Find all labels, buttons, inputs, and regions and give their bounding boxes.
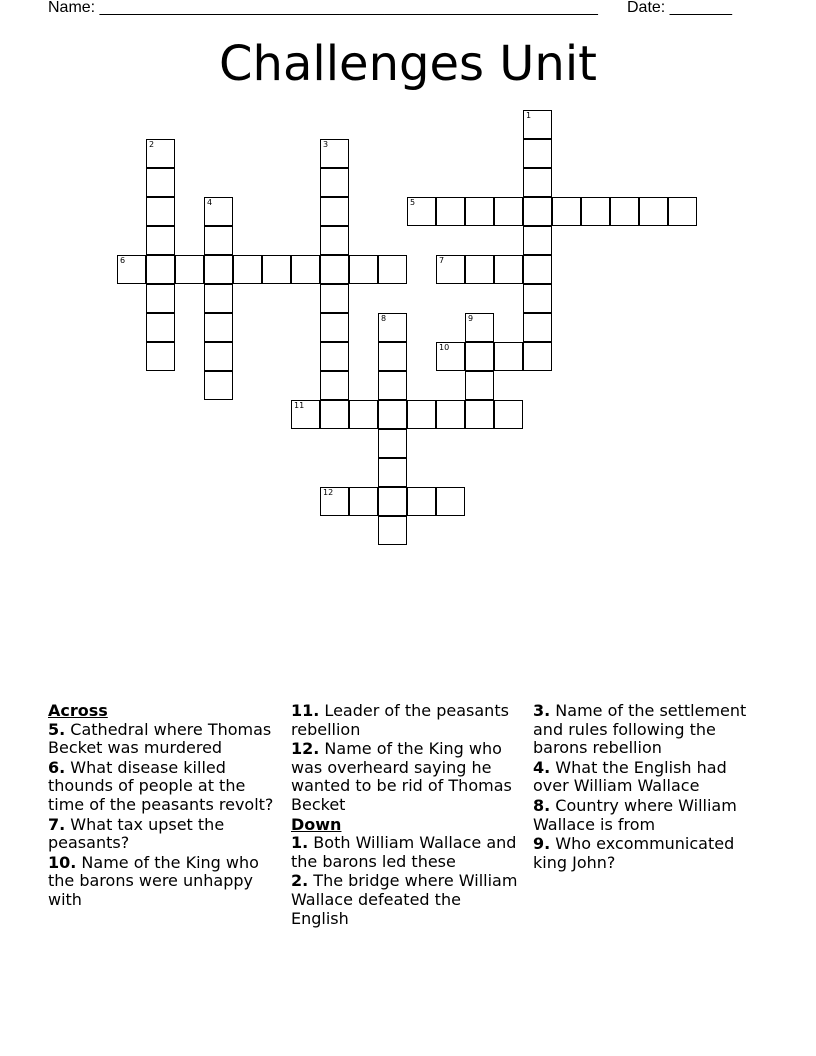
crossword-cell[interactable] [523,313,552,342]
crossword-cell[interactable] [204,226,233,255]
clue-item [291,834,521,871]
clue-number: 3 [323,140,329,149]
clue-item [48,816,278,853]
clue-item-text: Who excommunicated king John? [533,834,735,872]
crossword-cell[interactable] [146,342,175,371]
clue-number: 10 [439,343,450,352]
crossword-cell[interactable] [204,255,233,284]
crossword-cell[interactable] [436,400,465,429]
crossword-cell[interactable] [204,197,233,226]
across-clue-list [48,721,278,910]
clue-item [48,721,278,758]
crossword-cell[interactable] [436,487,465,516]
crossword-cell[interactable] [378,313,407,342]
crossword-cell[interactable] [378,458,407,487]
crossword-cell[interactable] [320,342,349,371]
crossword-cell[interactable] [320,400,349,429]
clue-item-text: Both William Wallace and the barons led these [291,833,517,871]
crossword-cell[interactable] [233,255,262,284]
crossword-cell[interactable] [320,284,349,313]
clue-item-number: 1. [291,833,309,853]
crossword-cell[interactable] [378,400,407,429]
clue-number: 7 [439,256,445,265]
clue-item-text: Name of the King who was overheard saying he wanted to be rid of Thomas Becket [291,739,512,814]
clue-item-number: 2. [291,871,309,891]
crossword-cell[interactable] [349,400,378,429]
across-heading: Across [48,701,108,720]
crossword-cell[interactable] [465,255,494,284]
clue-item-number: 3. [533,701,551,720]
crossword-cell[interactable] [175,255,204,284]
crossword-cell[interactable] [117,255,146,284]
clue-item [48,759,278,815]
clue-item [533,702,758,758]
crossword-cell[interactable] [204,371,233,400]
clue-item [533,835,758,872]
crossword-cell[interactable] [378,371,407,400]
crossword-cell[interactable] [407,197,436,226]
across-clue-list-continued [291,702,521,815]
clue-item-number: 9. [533,834,551,854]
clue-item-number: 11. [291,701,320,720]
crossword-cell[interactable] [204,342,233,371]
crossword-cell[interactable] [523,284,552,313]
crossword-cell[interactable] [465,400,494,429]
down-clue-list-continued [533,702,758,872]
crossword-cell[interactable] [291,255,320,284]
date-field-label: Date: _______ [627,0,732,16]
crossword-cell[interactable] [639,197,668,226]
crossword-cell[interactable] [494,255,523,284]
crossword-cell[interactable] [320,313,349,342]
clue-item-number: 7. [48,814,66,834]
crossword-cell[interactable] [320,226,349,255]
crossword-cell[interactable] [378,342,407,371]
crossword-cell[interactable] [494,400,523,429]
crossword-cell[interactable] [146,284,175,313]
crossword-cell[interactable] [523,197,552,226]
clue-number: 2 [149,140,155,149]
clue-item-number: 10. [48,852,77,872]
clue-number: 12 [323,488,334,497]
crossword-cell[interactable] [378,487,407,516]
name-field-label: Name: ________________________________________________________ [48,0,598,16]
clue-number: 1 [526,111,532,120]
crossword-cell[interactable] [146,197,175,226]
crossword-cell[interactable] [320,197,349,226]
crossword-cell[interactable] [146,255,175,284]
crossword-cell[interactable] [494,342,523,371]
crossword-cell[interactable] [320,487,349,516]
clue-item-number: 5. [48,719,66,739]
crossword-cell[interactable] [523,139,552,168]
clue-number: 5 [410,198,416,207]
clue-number: 11 [294,401,305,410]
clue-item-text: Country where William Wallace is from [533,795,737,834]
clue-item-number: 4. [533,757,551,777]
down-clue-list [291,834,521,928]
clue-item-number: 8. [533,795,551,815]
clue-item-text: The bridge where William Wallace defeated the English [291,871,518,928]
clue-item-text: Name of the King who the barons were unhappy with [48,852,259,909]
crossword-cell[interactable] [552,197,581,226]
crossword-cell[interactable] [204,313,233,342]
down-heading: Down [291,814,342,834]
clue-number: 8 [381,314,387,323]
crossword-cell[interactable] [407,487,436,516]
clue-item [291,872,521,928]
clue-number: 4 [207,198,213,207]
crossword-cell[interactable] [378,516,407,545]
crossword-cell[interactable] [668,197,697,226]
crossword-cell[interactable] [320,139,349,168]
crossword-cell[interactable] [146,226,175,255]
clue-item [291,702,521,739]
crossword-cell[interactable] [146,313,175,342]
clue-number: 6 [120,256,126,265]
crossword-cell[interactable] [146,168,175,197]
crossword-cell[interactable] [262,255,291,284]
crossword-cell[interactable] [523,255,552,284]
clue-item-text: Name of the settlement and rules following the barons rebellion [533,701,747,758]
crossword-cell[interactable] [465,342,494,371]
crossword-cell[interactable] [378,429,407,458]
clue-item-number: 6. [48,757,66,777]
clues-column-2 [291,702,521,929]
crossword-cell[interactable] [349,255,378,284]
clue-item [291,740,521,814]
clue-item [533,759,758,796]
crossword-cell[interactable] [523,110,552,139]
clue-item-text: What tax upset the peasants? [48,814,225,853]
crossword-cell[interactable] [465,197,494,226]
crossword-cell[interactable] [465,313,494,342]
crossword-cell[interactable] [494,197,523,226]
crossword-cell[interactable] [320,371,349,400]
crossword-cell[interactable] [523,342,552,371]
clue-item [48,854,278,910]
crossword-cell[interactable] [436,342,465,371]
clue-item-number: 12. [291,739,320,759]
clue-item-text: Cathedral where Thomas Becket was murdered [48,719,272,758]
clues-column-3 [533,702,758,873]
crossword-cell[interactable] [204,284,233,313]
crossword-cell[interactable] [378,255,407,284]
clues-column-1 [48,702,278,911]
crossword-cell[interactable] [581,197,610,226]
crossword-cell[interactable] [436,197,465,226]
crossword-cell[interactable] [320,168,349,197]
crossword-cell[interactable] [407,400,436,429]
crossword-cell[interactable] [146,139,175,168]
crossword-cell[interactable] [523,168,552,197]
crossword-cell[interactable] [610,197,639,226]
clue-number: 9 [468,314,474,323]
clue-item-text: What the English had over William Wallace [533,757,727,796]
crossword-cell[interactable] [349,487,378,516]
clue-item-text: Leader of the peasants rebellion [291,701,509,739]
crossword-cell[interactable] [523,226,552,255]
page-title: Challenges Unit [219,36,597,92]
clue-item [533,797,758,834]
crossword-cell[interactable] [291,400,320,429]
crossword-cell[interactable] [465,371,494,400]
clue-item-text: What disease killed thounds of people at the time of the peasants revolt? [48,757,274,814]
crossword-cell[interactable] [436,255,465,284]
crossword-cell[interactable] [320,255,349,284]
